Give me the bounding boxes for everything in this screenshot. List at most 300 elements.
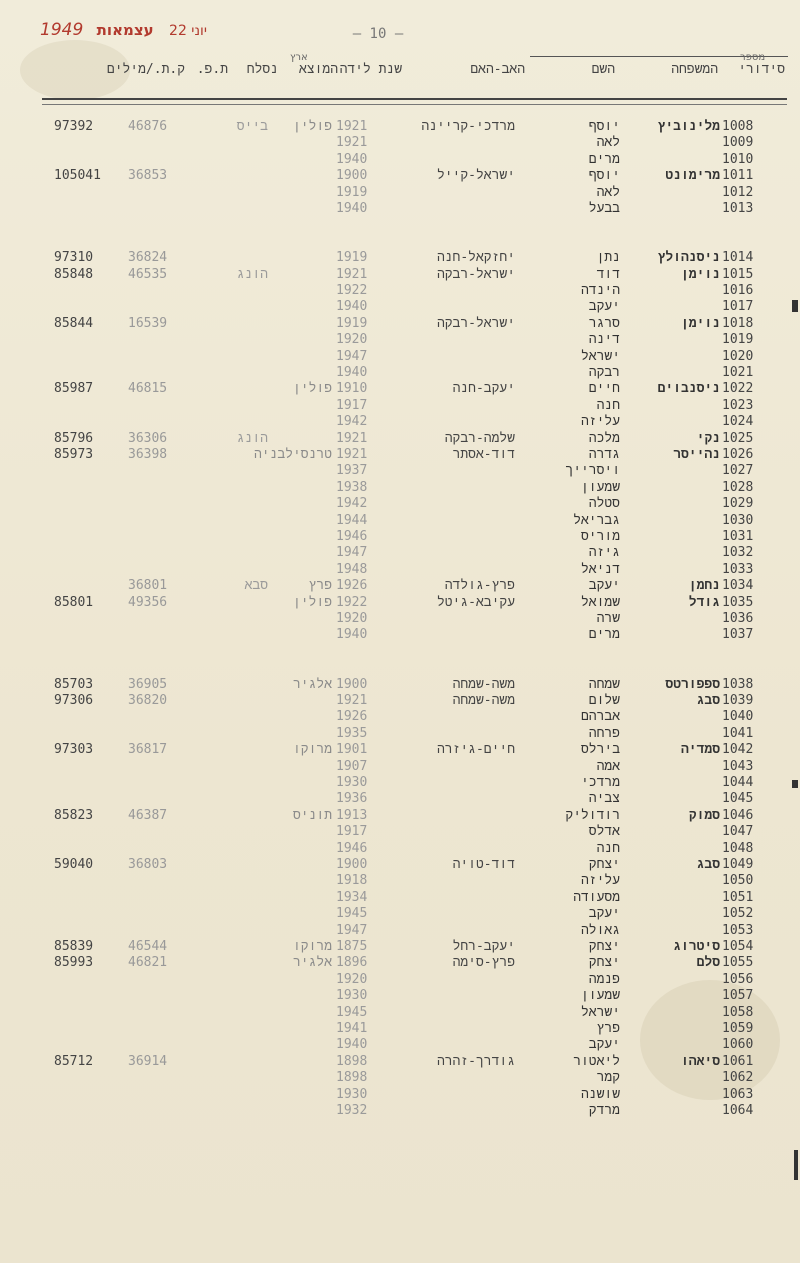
boat-name: הונג <box>236 267 268 282</box>
parents-names: חיים-גיזרה <box>436 742 515 757</box>
serial-number: 1061 <box>722 1054 754 1069</box>
tz-number: 36398 <box>128 447 168 462</box>
kp-number: 97310 <box>54 250 94 265</box>
serial-number: 1016 <box>722 283 754 298</box>
serial-number: 1054 <box>722 939 754 954</box>
birth-year: 1944 <box>336 513 368 528</box>
birth-year: 1940 <box>336 299 368 314</box>
family-name: סיאהו <box>680 1054 720 1069</box>
birth-year: 1947 <box>336 349 368 364</box>
parents-names: משה-שמחה <box>452 677 515 692</box>
first-name: מלכה <box>588 431 620 446</box>
first-name: מרים <box>588 152 620 167</box>
first-name: נתן <box>596 250 620 265</box>
family-name: נחמן <box>688 578 720 593</box>
serial-number: 1034 <box>722 578 754 593</box>
table-row <box>0 184 800 201</box>
header-parents: האב-האם <box>470 62 525 77</box>
parents-names: דוד-אסתר <box>452 447 515 462</box>
birth-year: 1921 <box>336 267 368 282</box>
family-name: גודל <box>688 595 720 610</box>
table-row <box>0 315 800 332</box>
birth-year: 1920 <box>336 332 368 347</box>
birth-year: 1922 <box>336 595 368 610</box>
birth-year: 1919 <box>336 185 368 200</box>
table-row <box>0 708 800 725</box>
serial-number: 1035 <box>722 595 754 610</box>
birth-year: 1900 <box>336 677 368 692</box>
parents-names: פרץ-גולדה <box>444 578 515 593</box>
first-name: אדלס <box>588 824 620 839</box>
birth-year: 1938 <box>336 480 368 495</box>
birth-year: 1940 <box>336 627 368 642</box>
birth-year: 1930 <box>336 775 368 790</box>
origin-country: פולין <box>292 119 332 134</box>
serial-number: 1040 <box>722 709 754 724</box>
tz-number: 46815 <box>128 381 168 396</box>
table-row <box>0 840 800 857</box>
table-row <box>0 151 800 168</box>
first-name: פרץ <box>596 1021 620 1036</box>
serial-number: 1058 <box>722 1005 754 1020</box>
first-name: יצחק <box>588 939 620 954</box>
first-name: יוסף <box>588 119 620 134</box>
first-name: לאה <box>596 135 620 150</box>
serial-number: 1030 <box>722 513 754 528</box>
table-row <box>0 528 800 545</box>
serial-number: 1031 <box>722 529 754 544</box>
table-row <box>0 1086 800 1103</box>
birth-year: 1940 <box>336 365 368 380</box>
first-name: שמעון <box>580 480 620 495</box>
first-name: יעקב <box>588 1037 620 1052</box>
serial-number: 1050 <box>722 873 754 888</box>
birth-year: 1946 <box>336 529 368 544</box>
family-name: ספפורטס <box>665 677 720 692</box>
kp-number: 97392 <box>54 119 94 134</box>
serial-number: 1045 <box>722 791 754 806</box>
birth-year: 1941 <box>336 1021 368 1036</box>
serial-number: 1048 <box>722 841 754 856</box>
family-name: סיטרוג <box>673 939 720 954</box>
birth-year: 1935 <box>336 726 368 741</box>
first-name: בירלס <box>580 742 620 757</box>
header-tz: ת.פ. <box>196 62 228 77</box>
tz-number: 46544 <box>128 939 168 954</box>
tz-number: 36803 <box>128 857 168 872</box>
table-row <box>0 1020 800 1037</box>
parents-names: יעקב-רחל <box>452 939 515 954</box>
table-row <box>0 134 800 151</box>
serial-number: 1049 <box>722 857 754 872</box>
birth-year: 1930 <box>336 1087 368 1102</box>
first-name: סרגר <box>588 316 620 331</box>
kp-number: 97306 <box>54 693 94 708</box>
serial-number: 1041 <box>722 726 754 741</box>
first-name: מרדכי <box>580 775 620 790</box>
kp-number: 85712 <box>54 1054 94 1069</box>
table-header <box>40 62 785 84</box>
edge-mark <box>792 780 798 788</box>
family-name: סבג <box>696 857 720 872</box>
tz-number: 36801 <box>128 578 168 593</box>
serial-number: 1032 <box>722 545 754 560</box>
header-kp: ק.ת./מילים <box>106 62 185 77</box>
parents-names: מרדכי-קריינה <box>421 119 515 134</box>
kp-number: 85796 <box>54 431 94 446</box>
family-name: מלינוביץ <box>657 119 720 134</box>
parents-names: פרץ-סימה <box>452 955 515 970</box>
birth-year: 1900 <box>336 857 368 872</box>
birth-year: 1932 <box>336 1103 368 1118</box>
birth-year: 1898 <box>336 1054 368 1069</box>
header-extra-origin: ארץ <box>290 52 308 63</box>
origin-country: תוניס <box>292 808 332 823</box>
boat-name: בייס <box>236 119 268 134</box>
origin-country: אלגיר <box>292 677 332 692</box>
serial-number: 1055 <box>722 955 754 970</box>
birth-year: 1921 <box>336 447 368 462</box>
birth-year: 1920 <box>336 972 368 987</box>
parents-names: יחזקאל-חנה <box>436 250 515 265</box>
header-first-name: השם <box>591 62 615 77</box>
kp-number: 105041 <box>54 168 101 183</box>
kp-number: 59040 <box>54 857 94 872</box>
serial-number: 1024 <box>722 414 754 429</box>
serial-number: 1028 <box>722 480 754 495</box>
birth-year: 1921 <box>336 135 368 150</box>
tz-number: 36905 <box>128 677 168 692</box>
family-name: ניסנבוים <box>657 381 720 396</box>
parents-names: ישראל-רבקה <box>436 316 515 331</box>
serial-number: 1023 <box>722 398 754 413</box>
parents-names: דוד-טויה <box>452 857 515 872</box>
serial-number: 1046 <box>722 808 754 823</box>
table-row <box>0 758 800 775</box>
first-name: מרדק <box>588 1103 620 1118</box>
birth-year: 1920 <box>336 611 368 626</box>
birth-year: 1942 <box>336 496 368 511</box>
serial-number: 1043 <box>722 759 754 774</box>
first-name: פנמה <box>588 972 620 987</box>
parents-names: יעקב-חנה <box>452 381 515 396</box>
origin-country: אלגיר <box>292 955 332 970</box>
tz-number: 46876 <box>128 119 168 134</box>
birth-year: 1898 <box>336 1070 368 1085</box>
kp-number: 85844 <box>54 316 94 331</box>
serial-number: 1047 <box>722 824 754 839</box>
serial-number: 1038 <box>722 677 754 692</box>
serial-number: 1037 <box>722 627 754 642</box>
birth-year: 1948 <box>336 562 368 577</box>
first-name: לאה <box>596 185 620 200</box>
serial-number: 1053 <box>722 923 754 938</box>
first-name: עליזה <box>580 414 620 429</box>
handwritten-note-year: 1949 <box>40 20 84 40</box>
birth-year: 1907 <box>336 759 368 774</box>
kp-number: 85993 <box>54 955 94 970</box>
origin-country: פרץ <box>308 578 332 593</box>
table-row <box>0 610 800 627</box>
family-name: נוימן <box>680 316 720 331</box>
table-row <box>0 446 800 463</box>
tz-number: 16539 <box>128 316 168 331</box>
parents-names: גודרך-זהרה <box>436 1054 515 1069</box>
table-row <box>0 380 800 397</box>
table-row <box>0 512 800 529</box>
table-row <box>0 479 800 496</box>
table-row <box>0 348 800 365</box>
table-row <box>0 266 800 283</box>
table-row <box>0 692 800 709</box>
birth-year: 1940 <box>336 152 368 167</box>
birth-year: 1937 <box>336 463 368 478</box>
kp-number: 85801 <box>54 595 94 610</box>
parents-names: משה-שמחה <box>452 693 515 708</box>
serial-number: 1018 <box>722 316 754 331</box>
birth-year: 1926 <box>336 578 368 593</box>
kp-number: 85987 <box>54 381 94 396</box>
table-row <box>0 1004 800 1021</box>
table-row <box>0 1053 800 1070</box>
first-name: סטלה <box>588 496 620 511</box>
birth-year: 1934 <box>336 890 368 905</box>
first-name: שמואל <box>580 595 620 610</box>
birth-year: 1926 <box>336 709 368 724</box>
table-row <box>0 807 800 824</box>
birth-year: 1945 <box>336 1005 368 1020</box>
header-rule-thin <box>42 104 787 105</box>
tz-number: 46821 <box>128 955 168 970</box>
first-name: יצחק <box>588 955 620 970</box>
parents-names: שלמה-רבקה <box>444 431 515 446</box>
header-origin: המוצא <box>298 62 338 77</box>
header-birth-year: שנת לידה <box>339 62 402 77</box>
handwritten-note-date: יוני 22 <box>169 23 207 39</box>
tz-number: 36306 <box>128 431 168 446</box>
handwritten-note-word: עצמאות <box>96 21 154 39</box>
serial-number: 1008 <box>722 119 754 134</box>
header-family: המשפחה <box>671 62 718 77</box>
edge-mark <box>794 1150 798 1180</box>
table-row <box>0 462 800 479</box>
table-row <box>0 413 800 430</box>
header-extra-serial: מספר <box>740 52 766 63</box>
serial-number: 1060 <box>722 1037 754 1052</box>
table-row <box>0 1069 800 1086</box>
first-name: עליזה <box>580 873 620 888</box>
birth-year: 1940 <box>336 201 368 216</box>
serial-number: 1026 <box>722 447 754 462</box>
table-row <box>0 1102 800 1119</box>
serial-number: 1064 <box>722 1103 754 1118</box>
first-name: מסעודה <box>573 890 620 905</box>
family-name: סלם <box>696 955 720 970</box>
first-name: צביה <box>588 791 620 806</box>
family-name: סמוק <box>688 808 720 823</box>
family-name: נהייסר <box>673 447 720 462</box>
first-name: אמה <box>596 759 620 774</box>
serial-number: 1063 <box>722 1087 754 1102</box>
serial-number: 1025 <box>722 431 754 446</box>
serial-number: 1009 <box>722 135 754 150</box>
first-name: רבקה <box>588 365 620 380</box>
first-name: רודוליק <box>565 808 620 823</box>
first-name: יעקב <box>588 299 620 314</box>
parents-names: ישראל-קייל <box>436 168 515 183</box>
birth-year: 1910 <box>336 381 368 396</box>
kp-number: 85839 <box>54 939 94 954</box>
birth-year: 1875 <box>336 939 368 954</box>
table-row <box>0 856 800 873</box>
serial-number: 1036 <box>722 611 754 626</box>
table-row <box>0 167 800 184</box>
table-row <box>0 954 800 971</box>
table-row <box>0 872 800 889</box>
page-number: — 10 — <box>352 26 404 42</box>
table-row <box>0 987 800 1004</box>
serial-number: 1039 <box>722 693 754 708</box>
serial-number: 1027 <box>722 463 754 478</box>
first-name: מוריס <box>580 529 620 544</box>
family-name: סמדיה <box>680 742 720 757</box>
kp-number: 85973 <box>54 447 94 462</box>
tz-number: 36817 <box>128 742 168 757</box>
origin-country: מרוקו <box>292 742 332 757</box>
first-name: שרה <box>596 611 620 626</box>
birth-year: 1946 <box>336 841 368 856</box>
family-name: מרימונט <box>665 168 720 183</box>
table-row <box>0 298 800 315</box>
first-name: אברהם <box>580 709 620 724</box>
table-row <box>0 495 800 512</box>
handwritten-note <box>40 20 207 40</box>
family-name: נקי <box>696 431 720 446</box>
kp-number: 97303 <box>54 742 94 757</box>
first-name: שמעון <box>580 988 620 1003</box>
table-row <box>0 118 800 135</box>
tz-number: 36820 <box>128 693 168 708</box>
table-row <box>0 725 800 742</box>
serial-number: 1014 <box>722 250 754 265</box>
table-row <box>0 430 800 447</box>
first-name: יוסף <box>588 168 620 183</box>
birth-year: 1940 <box>336 1037 368 1052</box>
table-row <box>0 397 800 414</box>
parents-names: ישראל-רבקה <box>436 267 515 282</box>
first-name: חנה <box>596 841 620 856</box>
kp-number: 85848 <box>54 267 94 282</box>
first-name: יעקב <box>588 906 620 921</box>
first-name: שמחה <box>588 677 620 692</box>
first-name: דינה <box>588 332 620 347</box>
table-row <box>0 249 800 266</box>
first-name: יעקב <box>588 578 620 593</box>
table-row <box>0 200 800 217</box>
serial-number: 1059 <box>722 1021 754 1036</box>
boat-name: הונג <box>236 431 268 446</box>
tz-number: 46535 <box>128 267 168 282</box>
birth-year: 1913 <box>336 808 368 823</box>
table-row <box>0 561 800 578</box>
birth-year: 1936 <box>336 791 368 806</box>
header-serial: סידורי <box>738 62 785 77</box>
first-name: קמר <box>596 1070 620 1085</box>
serial-number: 1019 <box>722 332 754 347</box>
family-name: ניסנהולץ <box>657 250 720 265</box>
birth-year: 1918 <box>336 873 368 888</box>
serial-number: 1029 <box>722 496 754 511</box>
first-name: גדרה <box>588 447 620 462</box>
table-row <box>0 626 800 643</box>
first-name: יצחק <box>588 857 620 872</box>
serial-number: 1021 <box>722 365 754 380</box>
tz-number: 36824 <box>128 250 168 265</box>
table-row <box>0 594 800 611</box>
birth-year: 1921 <box>336 431 368 446</box>
table-row <box>0 364 800 381</box>
serial-number: 1013 <box>722 201 754 216</box>
table-row <box>0 676 800 693</box>
birth-year: 1919 <box>336 316 368 331</box>
tz-number: 36853 <box>128 168 168 183</box>
birth-year: 1947 <box>336 545 368 560</box>
first-name: שושנה <box>580 1087 620 1102</box>
first-name: מרים <box>588 627 620 642</box>
birth-year: 1921 <box>336 693 368 708</box>
birth-year: 1901 <box>336 742 368 757</box>
first-name: שלום <box>588 693 620 708</box>
table-row <box>0 544 800 561</box>
serial-number: 1057 <box>722 988 754 1003</box>
family-name: סבג <box>696 693 720 708</box>
serial-number: 1051 <box>722 890 754 905</box>
kp-number: 85823 <box>54 808 94 823</box>
birth-year: 1917 <box>336 824 368 839</box>
table-row <box>0 889 800 906</box>
tz-number: 46387 <box>128 808 168 823</box>
parents-names: עקיבא-גיטל <box>436 595 515 610</box>
serial-number: 1010 <box>722 152 754 167</box>
header-rule-thick <box>42 98 787 100</box>
birth-year: 1921 <box>336 119 368 134</box>
table-row <box>0 971 800 988</box>
first-name: גבריאל <box>573 513 620 528</box>
boat-name: סבא <box>244 578 268 593</box>
serial-number: 1062 <box>722 1070 754 1085</box>
first-name: חיים <box>588 381 620 396</box>
kp-number: 85703 <box>54 677 94 692</box>
header-boat: נסלח <box>246 62 278 77</box>
first-name: פרחה <box>588 726 620 741</box>
table-row <box>0 1036 800 1053</box>
first-name: חנה <box>596 398 620 413</box>
first-name: בבעל <box>588 201 620 216</box>
table-row <box>0 741 800 758</box>
serial-number: 1042 <box>722 742 754 757</box>
birth-year: 1900 <box>336 168 368 183</box>
family-name: נוימן <box>680 267 720 282</box>
first-name: ליאטור <box>573 1054 620 1069</box>
tz-number: 49356 <box>128 595 168 610</box>
table-row <box>0 331 800 348</box>
serial-number: 1033 <box>722 562 754 577</box>
serial-number: 1044 <box>722 775 754 790</box>
birth-year: 1947 <box>336 923 368 938</box>
birth-year: 1922 <box>336 283 368 298</box>
first-name: ישראל <box>580 349 620 364</box>
table-row <box>0 282 800 299</box>
